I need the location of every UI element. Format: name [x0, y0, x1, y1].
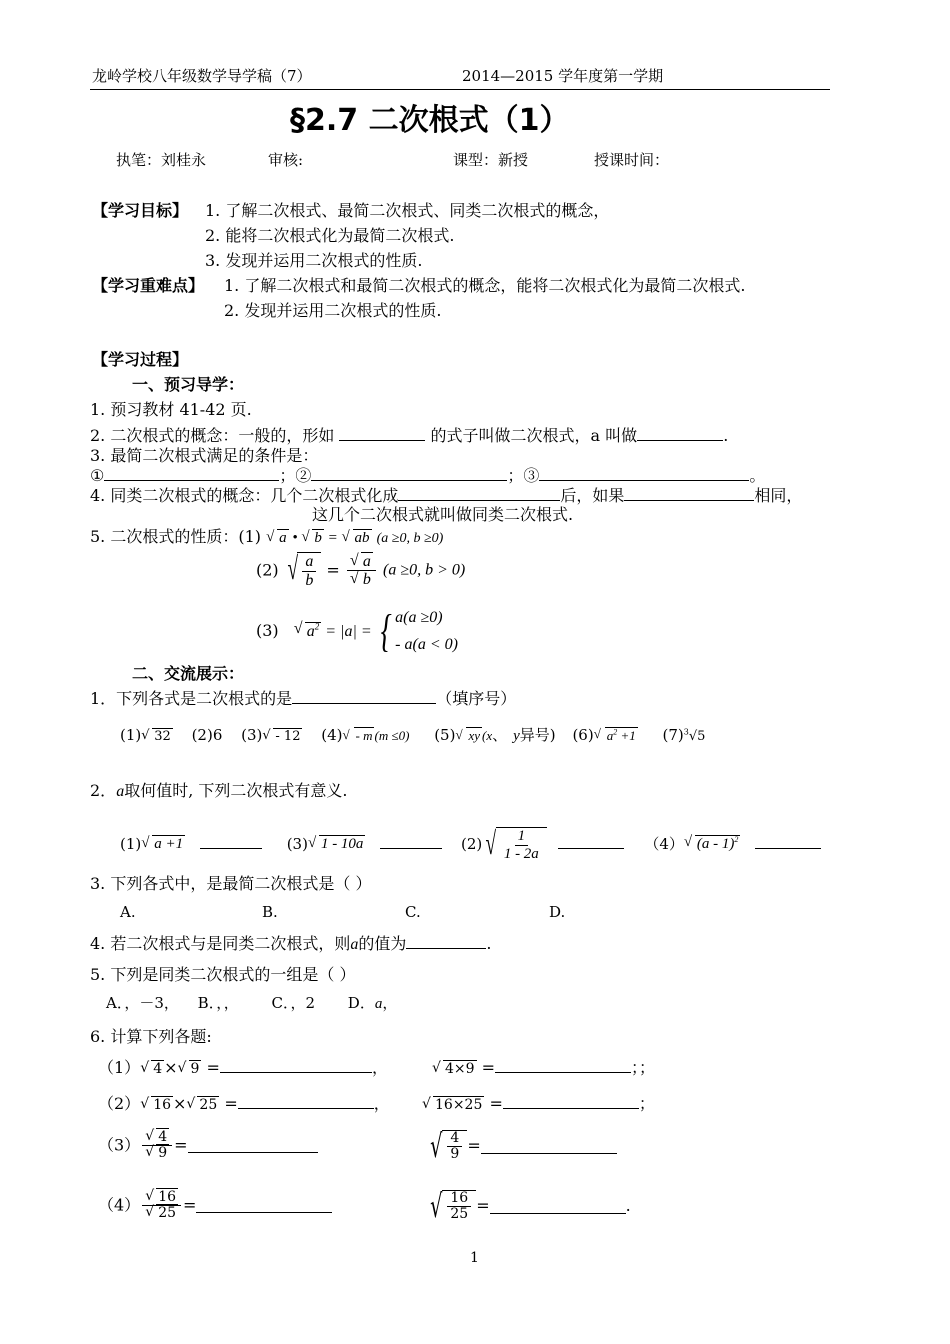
q2-blank-form[interactable] [339, 426, 425, 441]
q3-blank-3[interactable] [539, 466, 749, 481]
e5-opt-b: B．，， [197, 994, 239, 1012]
e2-opt-1: (1) [120, 834, 142, 853]
e5-opt-c: C．，2 [271, 994, 316, 1012]
e6: 6. 计算下列各题: [90, 1027, 212, 1046]
q4-blank-1[interactable] [398, 486, 560, 501]
goals-label: 【学习目标】 [92, 201, 189, 220]
calc-3-blank-a[interactable] [188, 1138, 318, 1153]
e4-text-b: 的值为 [358, 934, 407, 953]
e1-opt-7: (7) [662, 726, 684, 744]
q3-blank-1[interactable] [104, 466, 279, 481]
e3-opt-b: B. [262, 903, 278, 921]
process-label: 【学习过程】 [92, 350, 189, 369]
e2-opt-3: (3) [286, 834, 308, 853]
e2-blank-1[interactable] [200, 834, 262, 849]
calc-2-blank-a[interactable] [238, 1094, 374, 1109]
calc-2-expr: √ 16 [140, 1097, 173, 1113]
calc-1-comma: ， [371, 1058, 388, 1077]
exchange-heading: 二、交流展示： [132, 664, 245, 683]
calc-1-expr: √ 4 [140, 1061, 164, 1077]
calc-4-expr-b: √ $\frac{16}{25}$ [426, 1190, 476, 1223]
e2-opt-4: （4） [644, 834, 684, 853]
e1-opt-3: (3) [241, 726, 263, 744]
p3-cases: { a(a ≥0) - a(a < 0) [377, 604, 458, 658]
e1-opt-5-sep: 、 [492, 726, 508, 744]
goal-2: 2. 能将二次根式化为最简二次根式. [205, 226, 455, 245]
e1-options: (1)√ 32 (2)6 (3)√ - 12 (4)√ - m (m ≤0) (5)√ xy (x、 y异号) (6)√ $a^2 +1$ $(7)^3√5$ [120, 727, 705, 745]
e1-opt-4-expr: √ - m [343, 729, 375, 744]
p3-case-2: - a(a < 0) [395, 636, 458, 654]
header-school: 龙岭学校八年级数学导学稿（7） [92, 67, 312, 85]
q2-text-a: 2. 二次根式的概念：一般的，形如 [90, 426, 335, 445]
q5 [90, 528, 443, 547]
q3-c3: ；③ [507, 466, 540, 485]
e2-opt-1-expr: √ a +1 [141, 836, 185, 853]
p2-fraction: √ a √ b [347, 553, 376, 589]
page-title: §2.7 二次根式（1） [290, 103, 570, 138]
keypoints-label: 【学习重难点】 [92, 276, 205, 295]
e2-blank-2[interactable] [558, 834, 624, 849]
calc-3-expr-b: √ $\frac{4}{9}$ [426, 1130, 467, 1163]
meta-type: 课型：新授 [453, 151, 529, 169]
e1-opt-4: (4) [321, 726, 343, 744]
calc-3-right: √ $\frac{4}{9}$ = [426, 1130, 617, 1163]
keypoint-2: 2. 发现并运用二次根式的性质. [224, 301, 442, 320]
calc-1-left: （1）√ 4 ×√ 9 = ， [98, 1058, 388, 1077]
calc-1-semi: ；； [631, 1058, 656, 1077]
e4-blank[interactable] [406, 934, 486, 949]
e1-opt-6: (6) [572, 726, 594, 744]
meta-time: 授课时间： [594, 151, 670, 169]
q3-conditions [90, 466, 765, 485]
q4-text-a: 4. 同类二次根式的概念：几个二次根式化成 [90, 486, 399, 505]
calc-4-left: （4） √ 16 √ 25 = [98, 1190, 332, 1222]
e3: 3. 下列各式中，是最简二次根式是（ ） [90, 874, 372, 893]
p3-formula: √ $a^2 = |a|$ = [294, 623, 372, 640]
e1-opt-6-expr: √ $a^2 +1$ [594, 728, 638, 744]
q3-blank-2[interactable] [311, 466, 507, 481]
e2-text: 取何值时, 下列二次根式有意义. [124, 781, 348, 800]
e3-opt-a: A. [120, 903, 136, 921]
p2-equals: = [326, 560, 340, 580]
calc-1-num: （1） [98, 1058, 141, 1077]
calc-1-expr-b: √ 4×9 [432, 1061, 477, 1077]
q4-blank-2[interactable] [624, 486, 754, 501]
header-term: 2014—2015 学年度第一学期 [462, 67, 664, 85]
p1-condition: (a ≥0, b ≥0) [376, 531, 444, 546]
q1: 1. 预习教材 41-42 页. [90, 400, 252, 419]
calc-4-expr: √ 16 √ 25 [142, 1190, 181, 1222]
e2-num: 2． [90, 781, 117, 800]
p1-num: (1) [238, 527, 262, 546]
e3-opt-c: C. [405, 903, 421, 921]
calc-1-right: √ 4×9 = ；； [432, 1058, 655, 1077]
q3-c1: ① [90, 466, 105, 485]
goal-1: 1. 了解二次根式、最简二次根式、同类二次根式的概念， [205, 201, 610, 220]
e2-opt-2: (2) [461, 834, 483, 853]
e1-opt-5-end: 异号) [519, 726, 556, 744]
calc-3-blank-b[interactable] [481, 1139, 617, 1154]
e1-opt-7-expr: $^3$√5 [683, 727, 706, 744]
meta-author: 执笔：刘桂永 [116, 151, 207, 169]
p1-formula: √ a • √ b = √ ab [266, 530, 371, 546]
p3-case-1: a(a ≥0) [395, 609, 443, 626]
q4-line2: 这几个二次根式就叫做同类二次根式. [312, 505, 574, 524]
e1 [90, 689, 516, 708]
e1-opt-1: (1) [120, 726, 142, 744]
calc-2-comma: ， [373, 1094, 390, 1113]
e5-opt-d: D． [347, 994, 375, 1012]
e1-opt-1-expr: √ 32 [141, 730, 173, 745]
calc-4-blank-b[interactable] [490, 1199, 626, 1214]
calc-2-left: （2）√ 16 ×√ 25 = ， [98, 1094, 390, 1113]
goal-3: 3. 发现并运用二次根式的性质. [205, 251, 423, 270]
e1-blank[interactable] [292, 689, 436, 704]
calc-4-num: （4） [98, 1195, 141, 1215]
e2-opt-2-expr: √ $\frac{1}{1 - 2a}$ [482, 827, 547, 862]
e3-opt-d: D. [549, 903, 566, 921]
q2-text-b: 的式子叫做二次根式，a 叫做 [430, 426, 638, 445]
e5-options: A．，－3， B．，， C．，2 D．a， [106, 994, 398, 1012]
calc-3-num: （3） [98, 1135, 141, 1155]
q4 [90, 486, 802, 505]
e4-text-a: 4. 若二次根式与是同类二次根式，则 [90, 934, 351, 953]
e2: 2．a取何值时, 下列二次根式有意义. [90, 781, 348, 800]
e2-options [120, 827, 821, 862]
calc-1-blank-b[interactable] [495, 1058, 631, 1073]
calc-4-blank-a[interactable] [196, 1198, 332, 1213]
p2-condition: (a ≥0, b > 0) [383, 561, 466, 579]
e2-blank-3[interactable] [380, 834, 442, 849]
calc-4-right: √ $\frac{16}{25}$ = . [426, 1190, 631, 1223]
q3-end: 。 [749, 466, 766, 485]
calc-2-blank-b[interactable] [503, 1094, 639, 1109]
e1-opt-2: (2)6 [191, 726, 223, 744]
calc-2-num: （2） [98, 1094, 141, 1113]
keypoint-1: 1. 了解二次根式和最简二次根式的概念，能将二次根式化为最简二次根式. [224, 276, 746, 295]
p2-radical: √ $\frac{a}{b}$ [284, 552, 322, 589]
calc-3-expr: √ 4 √ 9 [142, 1130, 172, 1162]
e2-blank-4[interactable] [755, 834, 821, 849]
e1-opt-3-expr: √ - 12 [262, 730, 302, 745]
e4: 4. 若二次根式与是同类二次根式，则a的值为 . [90, 934, 492, 953]
calc-4-period: . [625, 1196, 631, 1216]
calc-3-left: （3） √ 4 √ 9 = [98, 1130, 318, 1162]
e1-opt-5: (5) [434, 726, 456, 744]
q2-blank-a[interactable] [637, 426, 723, 441]
preview-heading: 一、预习导学： [132, 375, 245, 394]
e5-opt-a: A．，－3， [106, 994, 179, 1012]
property-2 [256, 552, 465, 589]
q3-c2: ；② [279, 466, 312, 485]
e2-opt-4-expr: √ (a - 1)$^2$ [684, 835, 741, 853]
page-number: 1 [470, 1250, 479, 1266]
calc-2-expr-b: √ 16×25 [422, 1097, 484, 1113]
e1-opt-5-expr: √ xy [455, 729, 482, 744]
header-rule [90, 89, 830, 90]
property-3 [256, 604, 458, 658]
q4-text-c: 相同， [754, 486, 803, 505]
q4-text-b: 后，如果 [560, 486, 625, 505]
q3: 3. 最简二次根式满足的条件是： [90, 446, 319, 465]
e1-text: 1．下列各式是二次根式的是 [90, 689, 293, 708]
e1-end: （填序号） [436, 689, 517, 708]
p2-num: (2) [256, 560, 279, 580]
e2-opt-3-expr: √ 1 - 10a [308, 836, 366, 853]
calc-1-blank-a[interactable] [220, 1058, 372, 1073]
q5-text: 5. 二次根式的性质： [90, 527, 239, 546]
p3-num: (3) [256, 620, 279, 640]
q2: 2. 二次根式的概念：一般的，形如 的式子叫做二次根式，a 叫做 . [90, 426, 729, 445]
calc-2-semi: ； [638, 1094, 655, 1113]
e5: 5. 下列是同类二次根式的一组是（ ） [90, 965, 356, 984]
calc-2-right: √ 16×25 = ； [422, 1094, 655, 1113]
meta-reviewer: 审核: [268, 151, 304, 169]
